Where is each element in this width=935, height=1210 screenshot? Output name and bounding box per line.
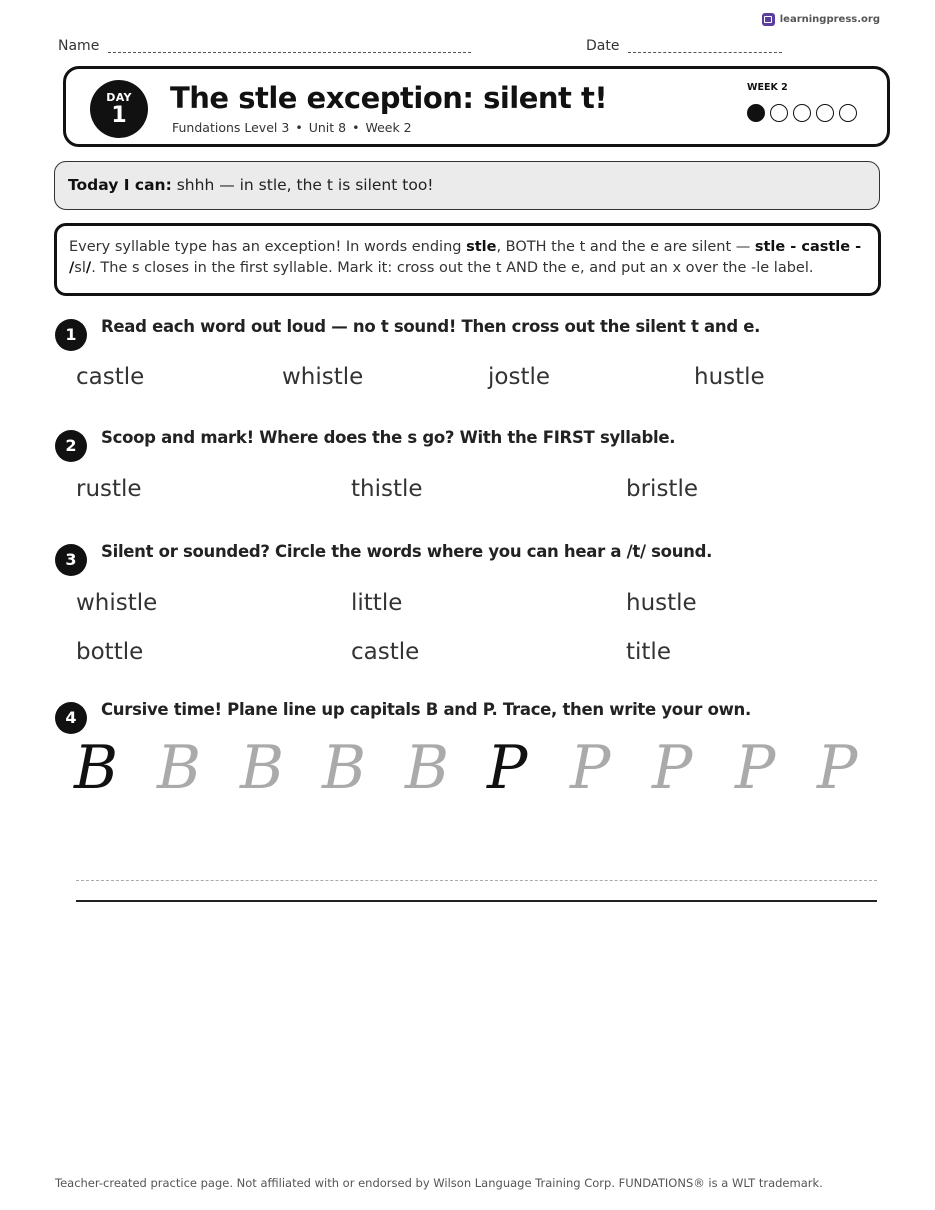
- subtitle-level: Fundations Level 3: [172, 120, 290, 135]
- cursive-trace-letter: P: [570, 733, 611, 803]
- book-icon: [762, 13, 775, 26]
- question-number: 1: [55, 319, 87, 351]
- subtitle-week: Week 2: [365, 120, 412, 135]
- cursive-trace-letter: B: [240, 733, 285, 803]
- week-progress-dot: [816, 104, 834, 122]
- day-label: DAY: [106, 91, 132, 104]
- page-subtitle: [172, 120, 412, 135]
- footer-disclaimer: Teacher-created practice page. Not affiliated with or endorsed by Wilson Language Training Corp. FUNDATIONS® is a WLT trademark.: [55, 1176, 823, 1190]
- question-number: 4: [55, 702, 87, 734]
- header-box: [63, 66, 890, 147]
- name-field[interactable]: [108, 52, 471, 53]
- word-item[interactable]: whistle: [282, 364, 364, 390]
- cursive-model-letter: B: [74, 733, 119, 803]
- info-bold: /: [85, 260, 92, 276]
- subtitle-separator: •: [352, 120, 360, 135]
- week-progress-dot: [793, 104, 811, 122]
- cursive-trace-letter: P: [817, 733, 858, 803]
- question-text: Silent or sounded? Circle the words where you can hear a /t/ sound.: [101, 542, 713, 561]
- name-label: Name: [58, 38, 100, 54]
- date-field[interactable]: [628, 52, 782, 53]
- question-number: 2: [55, 430, 87, 462]
- day-badge: [90, 80, 148, 138]
- word-item[interactable]: little: [351, 590, 403, 616]
- info-bold: stle - castle - /: [69, 239, 862, 276]
- writing-midline: [76, 880, 877, 881]
- week-progress-dot: [747, 104, 765, 122]
- question-number: 3: [55, 544, 87, 576]
- week-progress: [747, 104, 857, 122]
- question-text: Scoop and mark! Where does the s go? With the FIRST syllable.: [101, 428, 676, 447]
- question-text: Cursive time! Plane line up capitals B and P. Trace, then write your own.: [101, 700, 751, 719]
- goal-text: shhh — in stle, the t is silent too!: [171, 176, 434, 194]
- brand-link[interactable]: [762, 13, 880, 26]
- cursive-trace-letter: P: [735, 733, 776, 803]
- word-item[interactable]: hustle: [694, 364, 765, 390]
- info-text: sl: [74, 260, 86, 276]
- day-number: 1: [111, 103, 127, 128]
- info-bold: stle: [466, 239, 497, 255]
- word-item[interactable]: rustle: [76, 476, 142, 502]
- info-text: , BOTH the t and the e are silent —: [496, 239, 755, 255]
- info-box: [54, 223, 881, 296]
- info-text: Every syllable type has an exception! In words ending: [69, 239, 467, 255]
- question-text: Read each word out loud — no t sound! Then cross out the silent t and e.: [101, 317, 761, 336]
- cursive-model-letter: P: [487, 733, 528, 803]
- writing-baseline[interactable]: [76, 900, 877, 902]
- goal-label: Today I can:: [68, 176, 172, 194]
- word-item[interactable]: title: [626, 639, 671, 665]
- word-item[interactable]: thistle: [351, 476, 423, 502]
- page-title: The stle exception: silent t!: [170, 81, 608, 115]
- word-item[interactable]: jostle: [488, 364, 551, 390]
- week-progress-dot: [770, 104, 788, 122]
- word-item[interactable]: bottle: [76, 639, 144, 665]
- cursive-trace-letter: B: [405, 733, 450, 803]
- word-item[interactable]: bristle: [626, 476, 698, 502]
- cursive-trace-letter: P: [652, 733, 693, 803]
- info-text: . The s closes in the first syllable. Mark it: cross out the t AND the e, and put an x over the -le label.: [91, 260, 814, 276]
- date-label: Date: [586, 38, 620, 54]
- goal-box: [54, 161, 880, 210]
- week-progress-dot: [839, 104, 857, 122]
- cursive-trace-letter: B: [322, 733, 367, 803]
- week-label: WEEK 2: [747, 82, 788, 93]
- word-item[interactable]: castle: [351, 639, 420, 665]
- brand-text: learningpress.org: [779, 14, 880, 25]
- subtitle-unit: Unit 8: [308, 120, 347, 135]
- word-item[interactable]: whistle: [76, 590, 158, 616]
- name-date-row: [58, 38, 880, 58]
- cursive-trace-letter: B: [157, 733, 202, 803]
- word-item[interactable]: hustle: [626, 590, 697, 616]
- subtitle-separator: •: [295, 120, 303, 135]
- word-item[interactable]: castle: [76, 364, 145, 390]
